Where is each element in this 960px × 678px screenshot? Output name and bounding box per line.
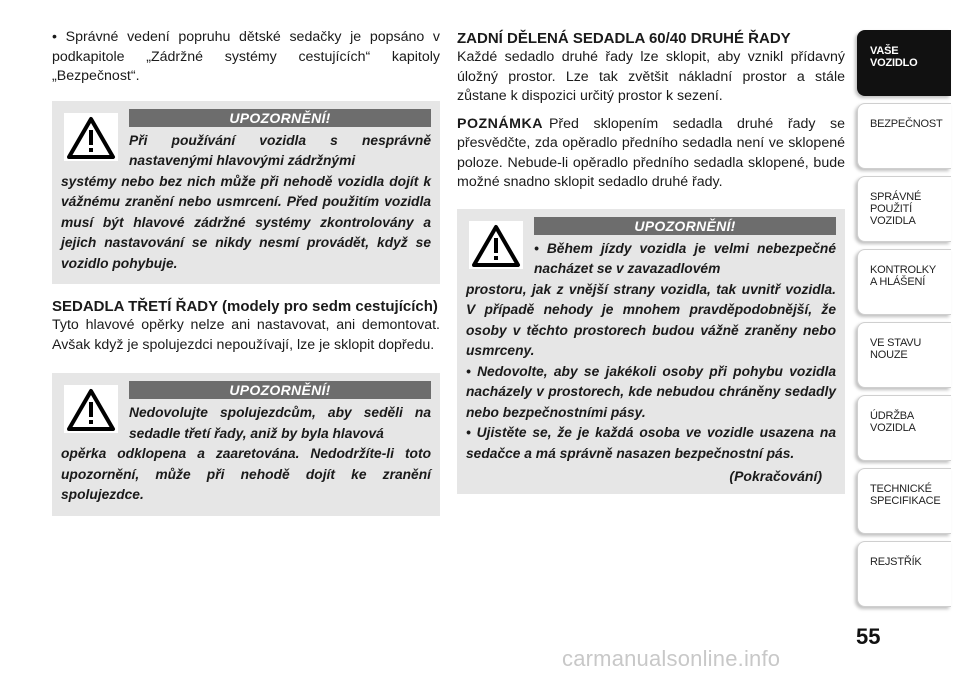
- tab-label: BEZPEČNOST: [870, 118, 943, 130]
- tab-technicke-specifikace[interactable]: [857, 468, 951, 534]
- tab-bezpecnost[interactable]: [857, 103, 951, 169]
- tab-label: NOUZE: [870, 349, 908, 361]
- section-heading: ZADNÍ DĚLENÁ SEDADLA 60/40 DRUHÉ ŘADY: [457, 30, 791, 47]
- tab-ve-stavu-nouze[interactable]: [857, 322, 951, 388]
- tab-label: ÚDRŽBA: [870, 410, 915, 422]
- warning-triangle-icon: [64, 113, 118, 161]
- tab-vase-vozidlo[interactable]: [857, 30, 951, 96]
- tab-label: REJSTŘÍK: [870, 556, 922, 568]
- warning-rest: systémy nebo bez nich může při nehodě vozidla dojít k vážnému zranění nebo usmrcení. Před použitím vozidla musí být hlavové zádržné systémy zkontrolovány a jejich nastavování se nikdy nesmí provádět, když se vozidlo pohybuje.: [61, 173, 431, 271]
- note-label: POZNÁMKA: [457, 115, 543, 132]
- continued-label: (Pokračování): [729, 468, 822, 484]
- intro-paragraph: • Správné vedení popruhu dětské sedačky je popsáno v podkapitole „Zádržné systémy cestujících“ kapitoly „Bezpečnost“.: [52, 29, 440, 84]
- chapter-tabs: [857, 30, 951, 614]
- tab-kontrolky[interactable]: [857, 249, 951, 315]
- warning-lead: Při používání vozidla s nesprávně nastavenými hlavovými zádržnými: [129, 132, 431, 168]
- warning-title: UPOZORNĚNÍ!: [534, 217, 836, 235]
- tab-label: VAŠE: [870, 45, 899, 57]
- tab-label: KONTROLKY: [870, 264, 937, 276]
- warning-rest: prostoru, jak z vnější strany vozidla, tak uvnitř vozidla. V případě nehody je mnohem pravděpodobnější, že osoby v těchto prostorech budou vážně zraněny nebo usmrceny.: [466, 281, 836, 358]
- left-column: [52, 28, 440, 516]
- tab-rejstrik[interactable]: [857, 541, 951, 607]
- tab-label: POUŽITÍ: [870, 203, 912, 215]
- warning-bullet: • Nedovolte, aby se jakékoli osoby při pohybu vozidla nacházely v prostorech, kde nebudou chráněny sedadly nebo bezpečnostními pásy.: [466, 363, 836, 420]
- warning-triangle-icon: [64, 385, 118, 433]
- tab-label: SPRÁVNÉ: [870, 191, 922, 203]
- page-number: 55: [856, 624, 881, 649]
- tab-label: VOZIDLO: [870, 57, 918, 69]
- note-paragraph: [457, 115, 845, 193]
- section-body: Tyto hlavové opěrky nelze ani nastavovat, ani demontovat. Avšak když je spolujezdci nepoužívají, lze je sklopit dopředu.: [52, 317, 440, 353]
- tab-label: SPECIFIKACE: [870, 495, 941, 507]
- watermark: carmanualsonline.info: [562, 646, 781, 671]
- tab-spravne-pouziti[interactable]: [857, 176, 951, 242]
- warning-box: [457, 209, 845, 495]
- warning-title: UPOZORNĚNÍ!: [129, 109, 431, 127]
- tab-label: A HLÁŠENÍ: [870, 276, 926, 288]
- heading-sub: (modely pro sedm cestujících): [222, 298, 438, 315]
- warning-lead: • Během jízdy vozidla je velmi nebezpečné nacházet se v zavazadlovém: [534, 240, 836, 276]
- tab-label: VOZIDLA: [870, 215, 916, 227]
- warning-text: [466, 239, 836, 465]
- tab-label: VE STAVU: [870, 337, 922, 349]
- tab-label: VOZIDLA: [870, 422, 916, 434]
- warning-box: [52, 373, 440, 516]
- tab-label: TECHNICKÉ: [870, 483, 932, 495]
- tab-udrzba[interactable]: [857, 395, 951, 461]
- section-third-row: [52, 298, 440, 355]
- warning-bullet: • Ujistěte se, že je každá osoba ve vozidle usazena na sedačce a má správně nasazen bezpečnostní pás.: [466, 425, 836, 461]
- warning-box: [52, 101, 440, 285]
- warning-title: UPOZORNĚNÍ!: [129, 381, 431, 399]
- section-heading: [52, 298, 440, 316]
- note-text: Před sklopením sedadla druhé řady se přesvědčte, zda opěradlo předního sedadla není ve sklopené poloze. Nebude-li opěradlo předního sedadla sklopené, bude možné snadno sklopit sedadlo druhé řady.: [457, 115, 845, 190]
- section-body: Každé sedadlo druhé řady lze sklopit, aby vznikl přídavný úložný prostor. Lze tak zvětšit nákladní prostor a stále zůstane k dispozici určitý prostor k sezení.: [457, 49, 845, 104]
- right-column: [457, 30, 845, 494]
- warning-rest: opěrka odklopena a zaaretována. Nedodržíte-li toto upozornění, může při nehodě dojít ke zranění spolujezdce.: [61, 446, 431, 502]
- heading-main: SEDADLA TŘETÍ ŘADY: [52, 298, 218, 315]
- warning-triangle-icon: [469, 221, 523, 269]
- warning-lead: Nedovolujte spolujezdcům, aby seděli na sedadle třetí řady, aniž by byla hlavová: [129, 405, 431, 441]
